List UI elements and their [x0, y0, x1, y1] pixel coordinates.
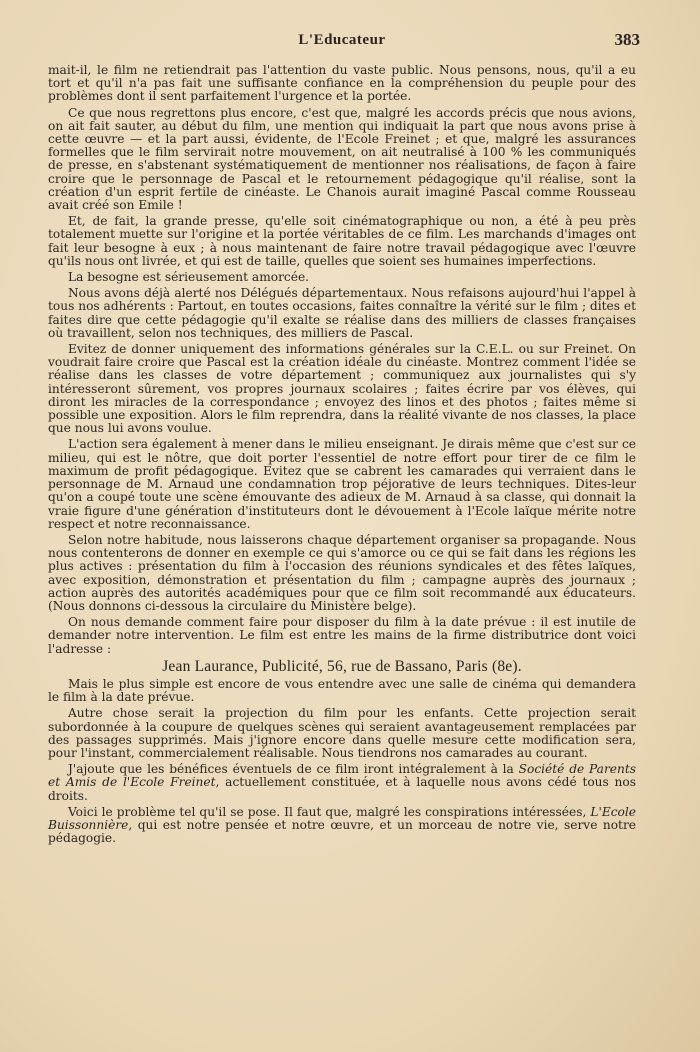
paragraph: Et, de fait, la grande presse, qu'elle soit cinématographique ou non, a été à peu près totalement muette sur l'origine et la portée véritables de ce film. Les marchands d'images ont fait leur besogne à eux ; à nous maintenant de faire notre travail pédagogique avec l'œuvre qu'ils nous ont livrée, et qui est de taille, quelles que soient ses humaines imperfections.	[48, 214, 636, 268]
paragraph: Autre chose serait la projection du film pour les enfants. Cette projection serait subordonnée à la coupure de quelques scènes qui seraient avantageusement remplacées par des passages supprimés. Mais j'ignore encore dans quelle mesure cette modification sera, pour l'instant, commercialement réalisable. Nous tiendrons nos camarades au courant.	[48, 706, 636, 760]
paragraph-final	[48, 806, 636, 846]
article-body	[48, 64, 636, 845]
paragraph: Selon notre habitude, nous laisserons chaque département organiser sa propagande. Nous nous contenterons de donner en exemple ce qui s'amorce ou ce qui se fait dans les régions les plus actives : présentation du film à l'occasion des réunions syndicales et des fêtes laïques, avec exposition, démonstration et présentation du film ; campagne auprès des journaux ; action auprès des autorités académiques pour que ce film soit recommandé aux éducateurs. (Nous donnons ci-dessous la circulaire du Ministère belge).	[48, 532, 636, 613]
text-span: J'ajoute que les bénéfices éventuels de ce film iront intégralement à la	[68, 762, 519, 777]
text-span: Voici le problème tel qu'il se pose. Il faut que, malgré les conspirations intéressées,	[68, 804, 591, 819]
page-number: 383	[614, 30, 640, 49]
paragraph-societe	[48, 763, 636, 803]
distributor-address: Jean Laurance, Publicité, 56, rue de Bassano, Paris (8e).	[162, 657, 522, 675]
paragraph: Nous avons déjà alerté nos Délégués départementaux. Nous refaisons aujourd'hui l'appel à tous nos adhérents : Partout, en toutes occasions, faites connaître la vérité sur le film ; dites et faites dire que cette pédagogie qu'il exalte se réalise dans des milliers de classes françaises où travaillent, selon nos techniques, des milliers de Pascal.	[48, 286, 636, 340]
page	[48, 28, 640, 848]
paragraph: La besogne est sérieusement amorcée.	[68, 270, 310, 285]
running-title: L'Educateur	[298, 32, 386, 48]
paragraph: Evitez de donner uniquement des informations générales sur la C.E.L. ou sur Freinet. On voudrait faire croire que Pascal est la création idéale du cinéaste. Montrez comment l'idée se réalise dans les classes de votre département ; communiquez aux journalistes qui s'y intéresseront sûrement, vos propres journaux scolaires ; faites écrire par vos élèves, qui diront les miracles de la correspondance ; envoyez des linos et des photos ; faites même si possible une exposition. Alors le film reprendra, dans la réalité vivante de nos classes, la place que nous lui avons voulue.	[48, 342, 636, 436]
paragraph: mait-il, le film ne retiendrait pas l'attention du vaste public. Nous pensons, nous, qu'il a eu tort et qu'il n'a pas fait une suffisante confiance en la compréhension du peuple pour des problèmes dont il sent parfaitement l'urgence et la portée.	[48, 63, 636, 104]
italic-title: L'Ecole Buissonnière	[48, 804, 636, 832]
paragraph: Mais le plus simple est encore de vous entendre avec une salle de cinéma qui demandera le film à la date prévue.	[48, 676, 636, 705]
paragraph: Ce que nous regrettons plus encore, c'est que, malgré les accords précis que nous avions, on ait fait sauter, au début du film, une mention qui indiquait la part que nous avons prise à cette œuvre — et la part aussi, évidente, de l'Ecole Freinet ; et que, malgré les assurances formelles que le film servirait notre mouvement, on ait neutralisé à 100 % les communiqués de presse, en s'abstenant systématiquement de mentionner nos réalisations, de façon à faire croire que le personnage de Pascal et le retournement pédagogique qu'il réalise, sont la création d'un esprit fertile de cinéaste. Le Chanois aurait imaginé Pascal comme Rousseau avait créé son Emile !	[48, 105, 636, 213]
page-header	[48, 28, 640, 54]
text-span: , qui est notre pensée et notre œuvre, et un morceau de notre vie, serve notre pédagogie.	[48, 817, 636, 846]
italic-title: Société de Parents et Amis de l'Ecole Freinet	[48, 762, 636, 790]
paragraph: On nous demande comment faire pour disposer du film à la date prévue : il est inutile de demander notre intervention. Le film est entre les mains de la firme distributrice dont voici l'adresse :	[48, 615, 636, 656]
text-span: , actuellement constituée, et à laquelle nous avons cédé tous nos droits.	[48, 775, 636, 803]
paragraph: L'action sera également à mener dans le milieu enseignant. Je dirais même que c'est sur ce milieu, qui est le nôtre, que doit porter l'essentiel de notre effort pour tirer de ce film le maximum de profit pédagogique. Evitez que se cabrent les camarades qui verraient dans le personnage de M. Arnaud une condamnation trop péjorative de leurs techniques. Dites-leur qu'on a coupé toute une scène émouvante des adieux de M. Arnaud à sa classe, qui donnait la vraie figure d'une génération d'instituteurs dont le dévouement à l'Ecole laïque mérite notre respect et notre reconnaissance.	[48, 437, 636, 531]
